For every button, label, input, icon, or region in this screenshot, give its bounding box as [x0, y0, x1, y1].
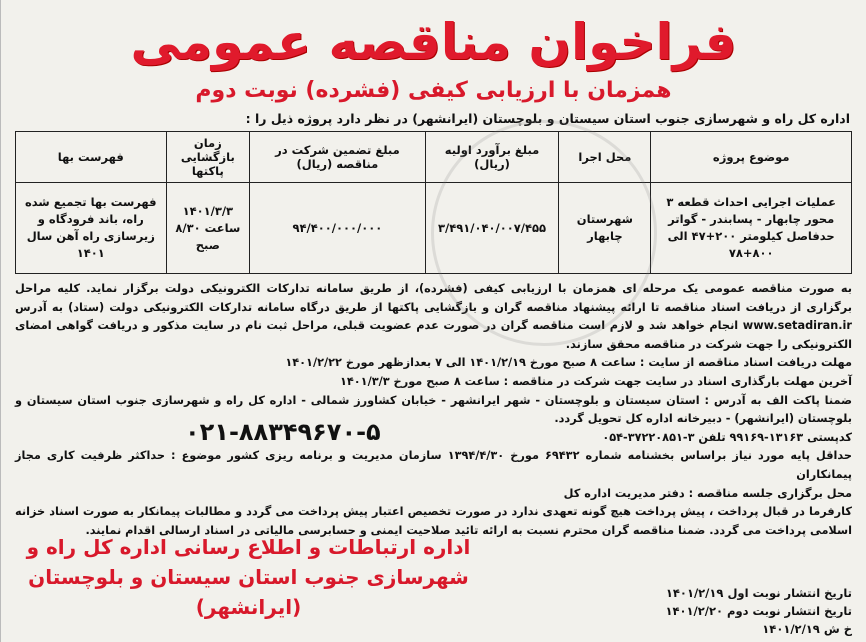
cell-guarantee: ۹۴/۴۰۰/۰۰۰/۰۰۰ [250, 183, 426, 274]
postal-phone-row [15, 417, 852, 448]
paragraph-doc-deadline: مهلت دریافت اسناد مناقصه از سایت : ساعت ۸ صبح مورخ ۱۴۰۱/۲/۱۹ الی ۷ بعدازظهر مورخ ۱۴۰۱/۲/۲۲ [285, 356, 852, 370]
table-header-row [16, 132, 852, 183]
table-row [16, 183, 852, 274]
paragraph-session-location: محل برگزاری جلسه مناقصه : دفتر مدیریت اداره کل [563, 486, 852, 500]
paragraph-envelope-address: ضمنا پاکت الف به آدرس : استان سیستان و بلوچستان - شهر ایرانشهر - خیابان کشاورز شمالی - اداره کل راه و شهرسازی جنوب استان سیستان و بلوچستان (ایرانشهر) - دبیرخانه اداره کل تحویل گردد. [15, 393, 852, 426]
header-opening: زمان بازگشایی پاکتها [166, 132, 250, 183]
cell-opening: ۱۴۰۱/۳/۳ ساعت ۸/۳۰ صبح [166, 183, 250, 274]
phone-banner: ۰۲۱-۸۸۳۴۹۶۷۰-۵ [185, 417, 381, 446]
publication-dates [665, 584, 852, 638]
paragraph-postal-code: کدپستی ۱۳۱۶۳-۹۹۱۶۹ تلفن ۳-۳۷۲۲۰۸۵۱-۰۵۴ [602, 430, 852, 444]
header-pricelist: فهرست بها [16, 132, 167, 183]
paragraph-min-grade: حداقل پایه مورد نیاز براساس بخشنامه شماره ۶۹۴۳۲ مورخ ۱۳۹۴/۴/۳۰ سازمان مدیریت و برنامه ریزی کشور موضوع : حداکثر ظرفیت کاری مجاز پیمانکاران [15, 449, 852, 481]
intro-text: اداره کل راه و شهرسازی جنوب استان سیستان و بلوچستان (ایرانشهر) در نظر دارد پروژه ذیل را : [245, 111, 850, 126]
date-first-publication: تاریخ انتشار نوبت اول ۱۴۰۱/۲/۱۹ [665, 586, 852, 600]
cell-estimate: ۳/۴۹۱/۰۴۰/۰۰۷/۴۵۵ [425, 183, 559, 274]
cell-location: شهرستان چابهار [559, 183, 651, 274]
publication-code: خ ش ۱۴۰۱/۲/۱۹ [762, 622, 852, 636]
date-second-publication: تاریخ انتشار نوبت دوم ۱۴۰۱/۲/۲۰ [665, 604, 852, 618]
paragraph-payment: کارفرما در قبال پرداخت ، پیش پرداخت هیچ گونه تعهدی ندارد در صورت تخصیص اعتبار پیش پرداخت می گردد و مطالبات پیمانکار به صورت اسناد خزانه اسلامی پرداخت می گردد. ضمنا مناقصه گران محترم نسبت به ارائه تائید صلاحیت ایمنی و حسابرسی مالیاتی در اسناد ارسالی اقدام نمایند. [15, 505, 852, 537]
header-subject: موضوع پروژه [651, 132, 852, 183]
paragraph-procedure: به صورت مناقصه عمومی یک مرحله ای همزمان با ارزیابی کیفی (فشرده)، از طریق سامانه تدارکات الکترونیکی دولت برگزار نماید. کلیه مراحل برگزاری از دریافت اسناد مناقصه تا ارائه پیشنهاد مناقصه گران و بازگشایی پاکتها از طریق درگاه سامانه تدارکات الکترونیکی دولت (ستاد) به آدرس www.setadiran.ir انجام خواهد شد و لازم است مناقصه گران در صورت عدم عضویت قبلی، مراحل ثبت نام در سایت مذکور و دریافت گواهی امضای الکترونیکی را جهت شرکت در مناقصه محقق سازند. [15, 282, 852, 351]
cell-pricelist: فهرست بها تجمیع شده راه، باند فرودگاه و زیرسازی راه آهن سال ۱۴۰۱ [16, 183, 167, 274]
page-subtitle: همزمان با ارزیابی کیفی (فشرده) نوبت دوم [195, 78, 672, 103]
page-title: فراخوان مناقصه عمومی [130, 13, 737, 71]
announcement-body [15, 280, 852, 540]
footer-organization: اداره ارتباطات و اطلاع رسانی اداره کل راه و شهرسازی جنوب استان سیستان و بلوچستان (ایرانشهر) [26, 535, 471, 619]
header-guarantee: مبلغ تضمین شرکت در مناقصه (ریال) [250, 132, 426, 183]
tender-table [15, 131, 852, 274]
header-location: محل اجرا [559, 132, 651, 183]
paragraph-upload-deadline: آخرین مهلت بارگذاری اسناد در سایت جهت شرکت در مناقصه : ساعت ۸ صبح مورخ ۱۴۰۱/۳/۳ [340, 374, 852, 388]
cell-subject: عملیات اجرایی احداث قطعه ۳ محور چابهار - پسابندر - گواتر حدفاصل کیلومتر ۲۰۰+۴۷ الی ۸۰۰+۷۸ [651, 183, 852, 274]
header-estimate: مبلغ برآورد اولیه (ریال) [425, 132, 559, 183]
